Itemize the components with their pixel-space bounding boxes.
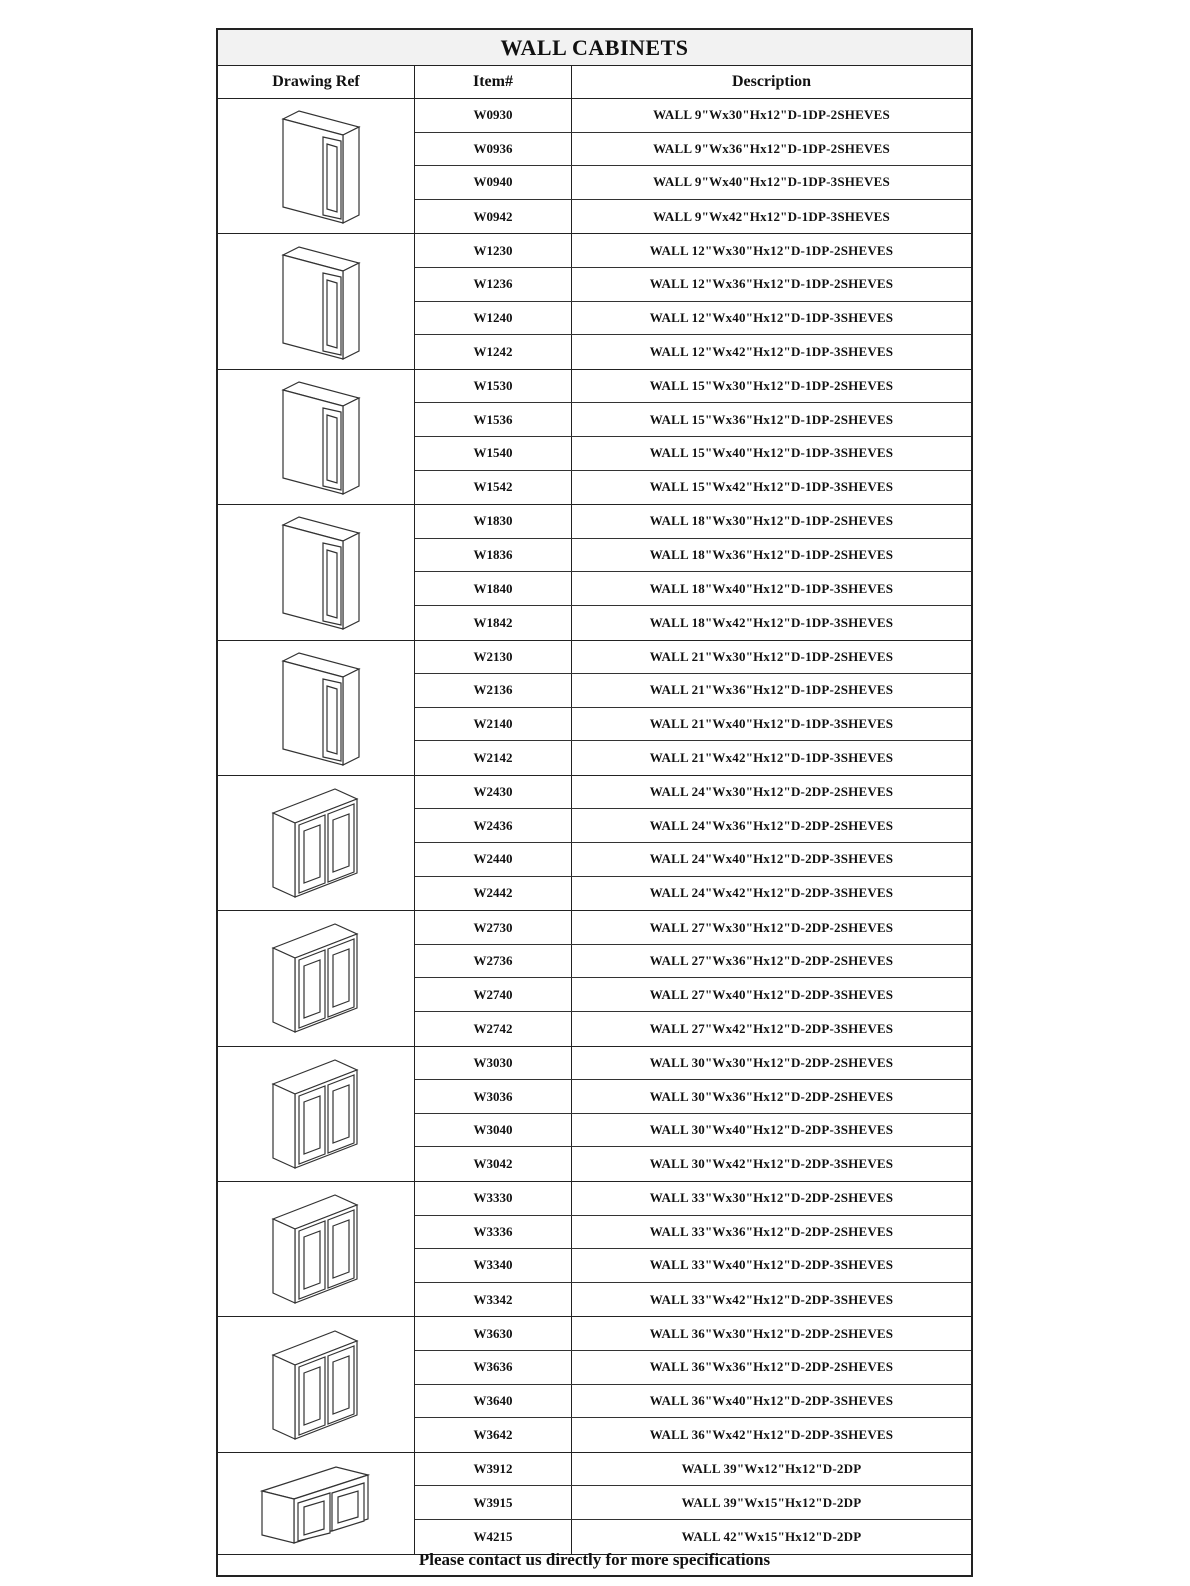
cabinet-groups — [218, 99, 971, 1555]
header-item: Item# — [415, 66, 572, 98]
table-row — [415, 1486, 971, 1520]
item-description: WALL 39"Wx12"Hx12"D-2DP — [681, 1461, 862, 1477]
table-row — [415, 1385, 971, 1419]
item-number: W3340 — [415, 1249, 572, 1282]
item-description: WALL 30"Wx30"Hx12"D-2DP-2SHEVES — [649, 1054, 894, 1070]
item-description: WALL 12"Wx36"Hx12"D-1DP-2SHEVES — [649, 276, 894, 292]
item-number: W3040 — [415, 1114, 572, 1147]
table-row — [415, 641, 971, 675]
cabinet-group — [218, 641, 971, 776]
table-header — [218, 66, 971, 99]
item-number: W3336 — [415, 1216, 572, 1249]
table-row — [415, 1351, 971, 1385]
cabinet-rows — [415, 505, 971, 639]
item-number: W0942 — [415, 200, 572, 234]
cabinet-drawing-icon — [218, 1453, 415, 1554]
item-number: W2440 — [415, 843, 572, 876]
item-description: WALL 24"Wx42"Hx12"D-2DP-3SHEVES — [649, 885, 894, 901]
item-description: WALL 18"Wx40"Hx12"D-1DP-3SHEVES — [649, 580, 894, 596]
table-row — [415, 403, 971, 437]
cabinet-rows — [415, 641, 971, 775]
item-description: WALL 27"Wx42"Hx12"D-2DP-3SHEVES — [649, 1020, 894, 1036]
item-number: W2740 — [415, 978, 572, 1011]
table-row — [415, 1080, 971, 1114]
item-description: WALL 21"Wx40"Hx12"D-1DP-3SHEVES — [649, 715, 894, 731]
footer-note: Please contact us directly for more specifications — [418, 1549, 771, 1569]
item-number: W1842 — [415, 606, 572, 640]
item-number: W1236 — [415, 268, 572, 301]
item-number: W1230 — [415, 234, 572, 267]
item-description: WALL 39"Wx15"Hx12"D-2DP — [681, 1494, 862, 1510]
item-number: W2430 — [415, 776, 572, 809]
table-row — [415, 843, 971, 877]
table-row — [415, 335, 971, 369]
item-number: W0940 — [415, 166, 572, 199]
item-number: W2136 — [415, 674, 572, 707]
item-description: WALL 18"Wx42"Hx12"D-1DP-3SHEVES — [649, 614, 894, 630]
cabinet-rows — [415, 1182, 971, 1316]
cabinet-drawing-icon — [218, 776, 415, 910]
wall-cabinets-sheet — [216, 28, 973, 1577]
item-description: WALL 18"Wx30"Hx12"D-1DP-2SHEVES — [649, 513, 894, 529]
table-row — [415, 1418, 971, 1452]
table-row — [415, 708, 971, 742]
table-row — [415, 1012, 971, 1046]
table-row — [415, 674, 971, 708]
item-description: WALL 30"Wx36"Hx12"D-2DP-2SHEVES — [649, 1088, 894, 1104]
cabinet-rows — [415, 911, 971, 1045]
cabinet-group — [218, 1182, 971, 1317]
table-row — [415, 809, 971, 843]
item-number: W1830 — [415, 505, 572, 538]
item-description: WALL 36"Wx40"Hx12"D-2DP-3SHEVES — [649, 1392, 894, 1408]
table-row — [415, 572, 971, 606]
item-description: WALL 33"Wx40"Hx12"D-2DP-3SHEVES — [649, 1257, 894, 1273]
table-row — [415, 471, 971, 505]
table-row — [415, 1453, 971, 1487]
item-number: W1242 — [415, 335, 572, 369]
cabinet-drawing-icon — [218, 370, 415, 504]
cabinet-rows — [415, 1047, 971, 1181]
cabinet-rows — [415, 370, 971, 504]
item-description: WALL 27"Wx30"Hx12"D-2DP-2SHEVES — [649, 919, 894, 935]
table-row — [415, 1317, 971, 1351]
item-number: W3042 — [415, 1147, 572, 1181]
item-number: W2736 — [415, 945, 572, 978]
cabinet-drawing-icon — [218, 1317, 415, 1451]
item-description: WALL 12"Wx42"Hx12"D-1DP-3SHEVES — [649, 343, 894, 359]
item-description: WALL 15"Wx40"Hx12"D-1DP-3SHEVES — [649, 445, 894, 461]
item-number: W3636 — [415, 1351, 572, 1384]
item-number: W0936 — [415, 133, 572, 166]
table-row — [415, 606, 971, 640]
table-row — [415, 877, 971, 911]
item-description: WALL 21"Wx30"Hx12"D-1DP-2SHEVES — [649, 648, 894, 664]
item-description: WALL 24"Wx36"Hx12"D-2DP-2SHEVES — [649, 817, 894, 833]
cabinet-drawing-icon — [218, 99, 415, 233]
cabinet-drawing-icon — [218, 505, 415, 639]
item-description: WALL 9"Wx40"Hx12"D-1DP-3SHEVES — [653, 174, 890, 190]
table-row — [415, 437, 971, 471]
cabinet-group — [218, 99, 971, 234]
item-description: WALL 15"Wx36"Hx12"D-1DP-2SHEVES — [649, 411, 894, 427]
table-row — [415, 776, 971, 810]
item-number: W3342 — [415, 1283, 572, 1317]
item-description: WALL 33"Wx42"Hx12"D-2DP-3SHEVES — [649, 1291, 894, 1307]
header-description: Description — [731, 73, 812, 90]
item-number: W2742 — [415, 1012, 572, 1046]
item-number: W2130 — [415, 641, 572, 674]
item-description: WALL 24"Wx30"Hx12"D-2DP-2SHEVES — [649, 784, 894, 800]
item-description: WALL 18"Wx36"Hx12"D-1DP-2SHEVES — [649, 547, 894, 563]
item-number: W2142 — [415, 741, 572, 775]
item-description: WALL 9"Wx30"Hx12"D-1DP-2SHEVES — [653, 107, 890, 123]
item-number: W2730 — [415, 911, 572, 944]
header-drawing-ref: Drawing Ref — [218, 66, 415, 98]
item-number: W3640 — [415, 1385, 572, 1418]
item-number: W3330 — [415, 1182, 572, 1215]
item-description: WALL 36"Wx42"Hx12"D-2DP-3SHEVES — [649, 1426, 894, 1442]
cabinet-group — [218, 1047, 971, 1182]
item-description: WALL 36"Wx30"Hx12"D-2DP-2SHEVES — [649, 1325, 894, 1341]
table-row — [415, 166, 971, 200]
cabinet-group — [218, 234, 971, 369]
cabinet-rows — [415, 1453, 971, 1554]
table-row — [415, 1047, 971, 1081]
item-description: WALL 21"Wx42"Hx12"D-1DP-3SHEVES — [649, 750, 894, 766]
item-number: W1840 — [415, 572, 572, 605]
item-description: WALL 9"Wx36"Hx12"D-1DP-2SHEVES — [653, 140, 890, 156]
cabinet-rows — [415, 234, 971, 368]
item-description: WALL 24"Wx40"Hx12"D-2DP-3SHEVES — [649, 851, 894, 867]
item-number: W3036 — [415, 1080, 572, 1113]
table-row — [415, 945, 971, 979]
item-description: WALL 27"Wx36"Hx12"D-2DP-2SHEVES — [649, 953, 894, 969]
cabinet-drawing-icon — [218, 1047, 415, 1181]
item-number: W2140 — [415, 708, 572, 741]
item-number: W1836 — [415, 539, 572, 572]
table-row — [415, 911, 971, 945]
cabinet-group — [218, 505, 971, 640]
cabinet-drawing-icon — [218, 641, 415, 775]
cabinet-rows — [415, 1317, 971, 1451]
table-row — [415, 1249, 971, 1283]
item-description: WALL 12"Wx40"Hx12"D-1DP-3SHEVES — [649, 309, 894, 325]
table-row — [415, 133, 971, 167]
table-row — [415, 741, 971, 775]
cabinet-group — [218, 911, 971, 1046]
cabinet-rows — [415, 776, 971, 910]
cabinet-group — [218, 1453, 971, 1555]
item-description: WALL 12"Wx30"Hx12"D-1DP-2SHEVES — [649, 242, 894, 258]
item-number: W2442 — [415, 877, 572, 911]
table-row — [415, 1114, 971, 1148]
item-description: WALL 15"Wx30"Hx12"D-1DP-2SHEVES — [649, 378, 894, 394]
item-number: W1540 — [415, 437, 572, 470]
table-row — [415, 978, 971, 1012]
sheet-title: WALL CABINETS — [218, 30, 971, 66]
item-number: W3630 — [415, 1317, 572, 1350]
table-row — [415, 302, 971, 336]
table-row — [415, 539, 971, 573]
table-row — [415, 1147, 971, 1181]
cabinet-drawing-icon — [218, 1182, 415, 1316]
item-description: WALL 42"Wx15"Hx12"D-2DP — [681, 1528, 862, 1544]
cabinet-drawing-icon — [218, 234, 415, 368]
item-number: W3912 — [415, 1453, 572, 1486]
item-description: WALL 15"Wx42"Hx12"D-1DP-3SHEVES — [649, 479, 894, 495]
item-description: WALL 36"Wx36"Hx12"D-2DP-2SHEVES — [649, 1359, 894, 1375]
item-description: WALL 33"Wx30"Hx12"D-2DP-2SHEVES — [649, 1190, 894, 1206]
item-number: W4215 — [415, 1520, 572, 1554]
table-row — [415, 234, 971, 268]
item-number: W3642 — [415, 1418, 572, 1452]
table-row — [415, 1182, 971, 1216]
item-number: W1536 — [415, 403, 572, 436]
item-description: WALL 9"Wx42"Hx12"D-1DP-3SHEVES — [653, 208, 890, 224]
item-description: WALL 30"Wx42"Hx12"D-2DP-3SHEVES — [649, 1156, 894, 1172]
table-row — [415, 1283, 971, 1317]
item-number: W3030 — [415, 1047, 572, 1080]
item-description: WALL 33"Wx36"Hx12"D-2DP-2SHEVES — [649, 1223, 894, 1239]
item-description: WALL 30"Wx40"Hx12"D-2DP-3SHEVES — [649, 1122, 894, 1138]
table-row — [415, 268, 971, 302]
cabinet-group — [218, 1317, 971, 1452]
table-row — [415, 1216, 971, 1250]
table-row — [415, 370, 971, 404]
table-row — [415, 200, 971, 234]
item-number: W1542 — [415, 471, 572, 505]
item-description: WALL 27"Wx40"Hx12"D-2DP-3SHEVES — [649, 986, 894, 1002]
table-row — [415, 99, 971, 133]
item-number: W1530 — [415, 370, 572, 403]
cabinet-group — [218, 370, 971, 505]
cabinet-rows — [415, 99, 971, 233]
item-number: W0930 — [415, 99, 572, 132]
item-number: W2436 — [415, 809, 572, 842]
cabinet-group — [218, 776, 971, 911]
cabinet-drawing-icon — [218, 911, 415, 1045]
item-number: W1240 — [415, 302, 572, 335]
item-description: WALL 21"Wx36"Hx12"D-1DP-2SHEVES — [649, 682, 894, 698]
table-row — [415, 505, 971, 539]
item-number: W3915 — [415, 1486, 572, 1519]
